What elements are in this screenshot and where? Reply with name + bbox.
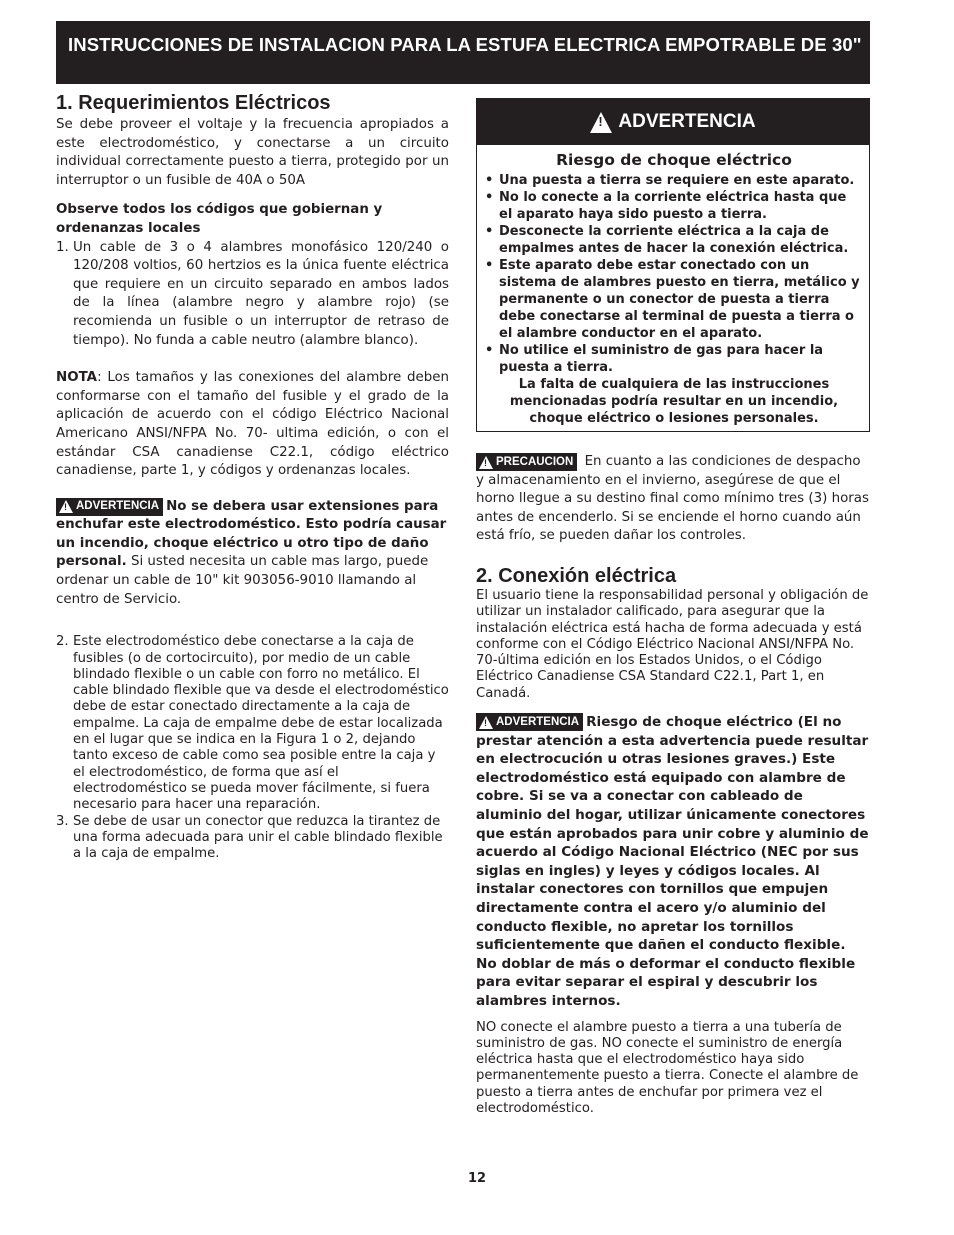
precaucion-badge: ! PRECAUCION (476, 453, 577, 471)
item-text: Se debe de usar un conector que reduzca la tirantez de una forma adecuada para unir el cable blindado flexible a la caja de empalme. (73, 813, 443, 862)
item-number: 3. (56, 813, 69, 829)
caution-text: En cuanto a las condiciones de despacho y almacenamiento en el invierno, asegúrese de que el horno llegue a su destino final como mínimo tres (3) horas antes de encenderlo. Si se enciende el horno cuando aún está frío, se pueden dañar los controles. (476, 454, 869, 544)
observe-note: Observe todos los códigos que gobiernan y ordenanzas locales (56, 202, 383, 236)
item-text: Un cable de 3 o 4 alambres monofásico 120/240 o 120/208 voltios, 60 hertzios es la única fuente eléctrica que requiere en un circuito separado en ambos lados de la línea (alambre negro y alambre rojo) (se recomienda un fusible o un interruptor de retraso de tiempo). No funda a cable neutro (alambre blanco). (73, 239, 449, 348)
warning-triangle-icon: ! (590, 112, 612, 133)
warning-box-header (477, 99, 869, 145)
warning-list-item: • No utilice el suministro de gas para hacer la puesta a tierra. (485, 343, 824, 375)
warning-bold-text: No se debera usar extensiones para enchufar este electrodoméstico. Esto podría causar un incendio, choque eléctrico u otro tipo de daño personal. (56, 498, 447, 570)
section1-intro: Se debe proveer el voltaje y la frecuencia apropiados a este electrodoméstico, y conectarse a un circuito individual correctamente puesto a tierra, protegido por un interruptor o un fusible de 40A o 50A (56, 117, 449, 188)
warning-list-item: • No lo conecte a la corriente eléctrica hasta que el aparato haya sido puesto a tierra. (485, 190, 847, 222)
section2-heading: 2. Conexión eléctrica (476, 564, 677, 587)
requirement-item-1 (56, 239, 449, 351)
right-column (476, 98, 870, 1117)
connection-warning-text: Riesgo de choque eléctrico (El no prestar atención a esta advertencia puede resultar en electrocución u otras lesiones graves.) Este electrodoméstico está equipado con alambre de cobre. Si se va a conectar con cableado de aluminio del hogar, utilizar únicamente conectores que están aprobados para unir cobre y aluminio de acuerdo al Código Nacional Eléctrico (NEC por sus siglas en ingles) y leyes y códigos locales. Al instalar conectores con tornillos que empujen directamente contra el acero y/o aluminio del conducto flexible, no apretar los tornillos suficientemente que dañen el conducto flexible. No doblar de más o deformar el conducto flexible para evitar separar el espiral y descubrir los alambres internos. (476, 714, 869, 1009)
warning-box-title: ADVERTENCIA (618, 111, 756, 132)
warning-list-item: • Una puesta a tierra se requiere en este aparato. (485, 173, 855, 188)
nota-text: : Los tamaños y las conexiones del alambre deben conformarse con el tamaño del fusible y el grado de la aplicación de acuerdo con el código Eléctrico Nacional Americano ANSI/NFPA No. 70- ultima edición, o con el estándar CSA canadiense C22.1, código eléctrico canadiense, parte 1, y códigos y ordenanzas locales. (56, 370, 449, 479)
advertencia-badge: ! ADVERTENCIA (476, 713, 583, 731)
warning-list-item: • Este aparato debe estar conectado con un sistema de alambres puesto en tierra, metálico y permanente o un conector de puesta a tierra debe conectarse al terminal de puesta a tierra o el alambre conductor en el aparato. (485, 258, 860, 341)
caution-paragraph (476, 453, 870, 546)
extension-warning (56, 498, 449, 610)
warning-triangle-icon: ! (59, 500, 73, 513)
warning-triangle-icon: ! (479, 456, 493, 469)
connection-warning (476, 713, 870, 1011)
section2-intro: El usuario tiene la responsabilidad personal y obligación de utilizar un instalador calificado, para asegurar que la instalación eléctrica está hacha de forma adecuada y está conforme con el Código Eléctrico Nacional ANSI/NFPA No. 70-última edición en los Estados Unidos, o el Código Eléctrico Canadiense CSA Standard C22.1, Part 1, en Canadá. (476, 587, 869, 701)
warning-box-body (477, 145, 869, 431)
warning-text: Si usted necesita un cable mas largo, puede ordenar un cable de 10" kit 903056-9010 llamando al centro de Servicio. (56, 554, 429, 607)
page-number: 12 (467, 1171, 487, 1186)
item-number: 1. (56, 239, 69, 255)
warning-footer: La falta de cualquiera de las instrucciones mencionadas podría resultar en un incendio, choque eléctrico o lesiones personales. (509, 377, 839, 426)
nota-label: NOTA (56, 370, 98, 386)
section1-heading: 1. Requerimientos Eléctricos (56, 92, 331, 114)
item-text: Este electrodoméstico debe conectarse a la caja de fusibles (o de cortocircuito), por medio de un cable blindado flexible o un cable con forro no metálico. El cable blindado flexible que va desde el electrodoméstico debe de estar conectado directamente a la caja de empalme. La caja de empalme debe de estar localizada en el lugar que se indica en la Figura 1 o 2, dejando tanto exceso de cable como sea posible entre la caja y el electrodoméstico, de forma que así el electrodoméstico se pueda mover fácilmente, si fuera necesario para hacer una reparación. (73, 634, 449, 813)
grounding-paragraph: NO conecte el alambre puesto a tierra a una tubería de suministro de gas. NO conecte el suministro de energía eléctrica hasta que el electrodoméstico haya sido permanentemente puesto a tierra. Conecte el alambre de puesto a tierra antes de enchufar por primera vez el electrodoméstico. (476, 1019, 859, 1117)
risk-heading: Riesgo de choque eléctrico (556, 151, 792, 169)
warning-box (476, 98, 870, 432)
item-number: 2. (56, 634, 69, 650)
requirement-item-3 (56, 814, 449, 863)
warning-list-item: • Desconecte la corriente eléctrica a la caja de empalmes antes de hacer la conexión eléctrica. (485, 224, 849, 256)
warning-triangle-icon: ! (479, 716, 493, 729)
header-title: INSTRUCCIONES DE INSTALACION PARA LA ESTUFA ELECTRICA EMPOTRABLE DE 30" (68, 34, 862, 55)
nota-paragraph (56, 369, 449, 481)
requirement-item-2 (56, 634, 449, 813)
left-column (56, 92, 449, 862)
advertencia-badge: ! ADVERTENCIA (56, 498, 163, 516)
page-header (56, 21, 870, 84)
